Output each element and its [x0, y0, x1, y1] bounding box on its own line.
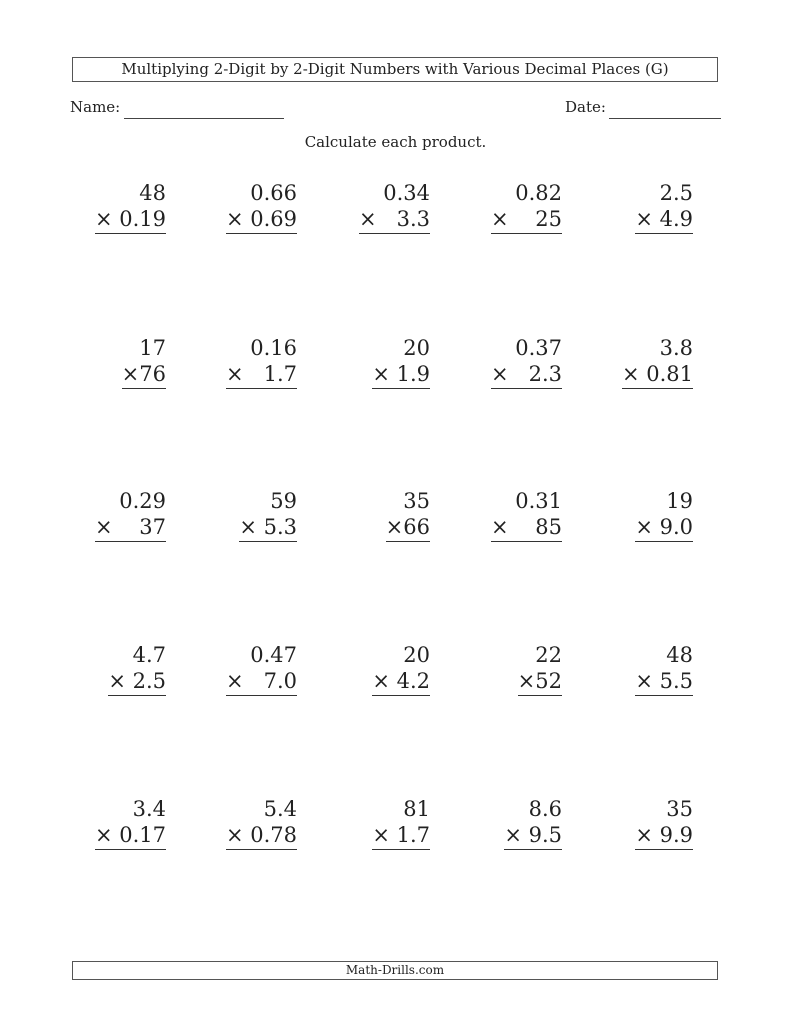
problem-multiplicand: 20 — [403, 643, 430, 667]
problem — [359, 180, 430, 234]
problem — [108, 642, 166, 696]
problem — [226, 335, 297, 389]
problem — [491, 488, 562, 542]
problem-multiplier: ×66 — [386, 514, 430, 542]
problem-multiplier: × 2.3 — [491, 361, 562, 389]
problem-multiplier: × 1.9 — [372, 361, 430, 389]
problem — [622, 335, 693, 389]
problem-multiplicand: 2.5 — [659, 181, 693, 205]
problem-multiplicand: 0.29 — [119, 489, 166, 513]
problem — [504, 796, 562, 850]
problem-multiplier: × 4.9 — [635, 206, 693, 234]
problem — [491, 335, 562, 389]
problem-multiplier: × 0.17 — [95, 822, 166, 850]
date-field-line — [609, 118, 721, 119]
problem-multiplier: × 0.69 — [226, 206, 297, 234]
problem-multiplicand: 4.7 — [132, 643, 166, 667]
problem — [635, 642, 693, 696]
problem-multiplicand: 48 — [139, 181, 166, 205]
problem-multiplier: × 1.7 — [372, 822, 430, 850]
problem-multiplier: × 7.0 — [226, 668, 297, 696]
problem — [372, 335, 430, 389]
problem-multiplicand: 0.47 — [250, 643, 297, 667]
problem — [635, 180, 693, 234]
problem-multiplier: × 9.5 — [504, 822, 562, 850]
problem-multiplier: ×52 — [518, 668, 562, 696]
problem-multiplier: × 9.9 — [635, 822, 693, 850]
problem-multiplier: × 3.3 — [359, 206, 430, 234]
problem-multiplier: × 9.0 — [635, 514, 693, 542]
problem-multiplicand: 0.66 — [250, 181, 297, 205]
worksheet-title: Multiplying 2-Digit by 2-Digit Numbers with Various Decimal Places (G) — [72, 57, 718, 82]
problem-multiplier: × 1.7 — [226, 361, 297, 389]
date-label: Date: — [565, 98, 606, 116]
problem-multiplicand: 35 — [666, 797, 693, 821]
problem-multiplicand: 81 — [403, 797, 430, 821]
problem — [95, 796, 166, 850]
name-label: Name: — [70, 98, 121, 116]
problem-multiplier: ×76 — [122, 361, 166, 389]
name-field-line — [124, 118, 284, 119]
problem-multiplier: × 37 — [95, 514, 166, 542]
problem — [491, 180, 562, 234]
problem-multiplier: × 4.2 — [372, 668, 430, 696]
problem-multiplicand: 35 — [403, 489, 430, 513]
problem-multiplicand: 0.16 — [250, 336, 297, 360]
problem-multiplier: × 2.5 — [108, 668, 166, 696]
problem — [372, 796, 430, 850]
problem — [226, 796, 297, 850]
problem-multiplicand: 59 — [270, 489, 297, 513]
problem-multiplicand: 8.6 — [528, 797, 562, 821]
problem-multiplicand: 22 — [535, 643, 562, 667]
problem-multiplier: × 0.81 — [622, 361, 693, 389]
problem-multiplicand: 3.8 — [659, 336, 693, 360]
problem — [372, 642, 430, 696]
problem — [386, 488, 430, 542]
problem-multiplicand: 0.31 — [515, 489, 562, 513]
problem — [95, 488, 166, 542]
problem — [122, 335, 166, 389]
problem-multiplicand: 0.37 — [515, 336, 562, 360]
problem-multiplicand: 0.82 — [515, 181, 562, 205]
problem-multiplicand: 19 — [666, 489, 693, 513]
problem-multiplicand: 3.4 — [132, 797, 166, 821]
problem-multiplier: × 5.5 — [635, 668, 693, 696]
problem-multiplicand: 20 — [403, 336, 430, 360]
footer: Math-Drills.com — [72, 961, 718, 980]
problem — [635, 488, 693, 542]
instructions: Calculate each product. — [304, 133, 487, 151]
problem — [518, 642, 562, 696]
problem — [226, 642, 297, 696]
problem-multiplier: × 5.3 — [239, 514, 297, 542]
problem-multiplier: × 85 — [491, 514, 562, 542]
problem-multiplicand: 5.4 — [263, 797, 297, 821]
problem-multiplier: × 0.78 — [226, 822, 297, 850]
problem — [95, 180, 166, 234]
problem-multiplicand: 0.34 — [383, 181, 430, 205]
problem — [635, 796, 693, 850]
problem — [239, 488, 297, 542]
problem-multiplicand: 17 — [139, 336, 166, 360]
problem-multiplier: × 0.19 — [95, 206, 166, 234]
problem — [226, 180, 297, 234]
problem-multiplicand: 48 — [666, 643, 693, 667]
problem-multiplier: × 25 — [491, 206, 562, 234]
